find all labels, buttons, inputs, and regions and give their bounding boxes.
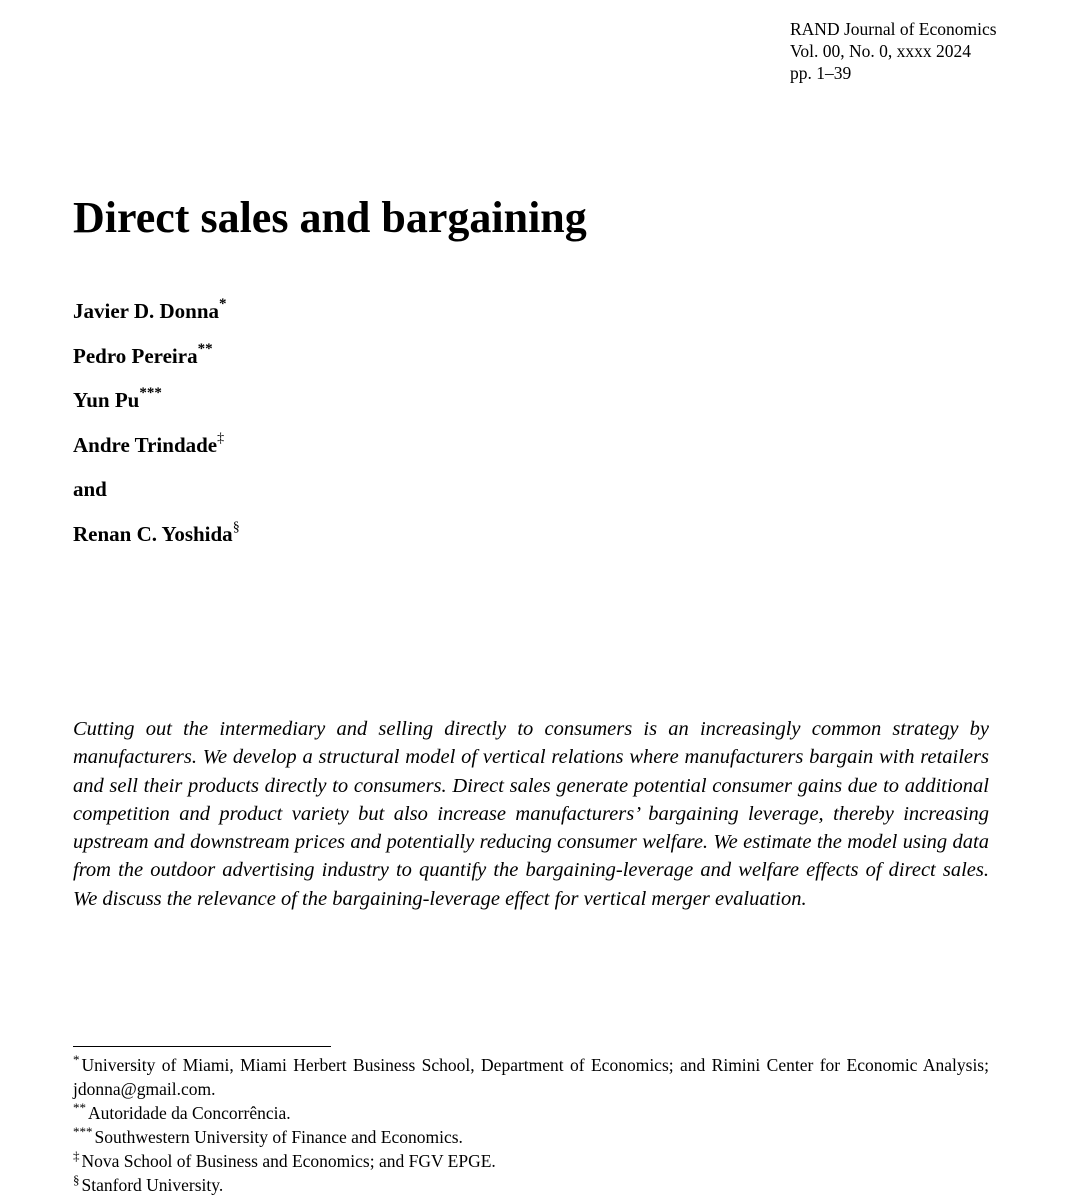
journal-pages: pp. 1–39 [790, 63, 852, 83]
author-name: Renan C. Yoshida [73, 521, 233, 546]
journal-volume: Vol. 00, No. 0, xxxx 2024 [790, 41, 972, 61]
author-affiliation-mark: ** [197, 340, 213, 357]
author-name: Pedro Pereira [73, 343, 198, 368]
footnote-mark: *** [73, 1124, 93, 1140]
footnote-item [73, 1101, 989, 1125]
author-conjunction-text: and [73, 477, 107, 501]
journal-header [790, 18, 997, 84]
author-name: Javier D. Donna [73, 299, 220, 323]
footnote-text: Southwestern University of Finance and Economics. [94, 1127, 463, 1147]
footnote-item [73, 1125, 989, 1149]
author-affiliation-mark: § [232, 519, 240, 535]
author-affiliation-mark: *** [139, 385, 162, 401]
footnote-divider [73, 1046, 331, 1047]
footnote-text: University of Miami, Miami Herbert Business School, Department of Economics; and Rimini Center for Economic Analysis; jdonna@gmail.com. [73, 1055, 989, 1099]
footnote-mark: § [73, 1172, 80, 1188]
author-item [73, 384, 240, 429]
footnote-item [73, 1173, 989, 1197]
author-affiliation-mark: * [219, 296, 227, 312]
paper-title: Direct sales and bargaining [73, 193, 587, 242]
author-list [73, 295, 240, 562]
author-item [73, 295, 240, 340]
author-name: Andre Trindade [73, 432, 218, 457]
footnote-mark: ** [73, 1100, 86, 1116]
footnote-text: Autoridade da Concorrência. [88, 1103, 291, 1123]
footnote-text: Stanford University. [81, 1175, 224, 1195]
author-affiliation-mark: ‡ [217, 430, 225, 446]
footnote-item [73, 1053, 989, 1101]
author-conjunction [73, 473, 240, 518]
journal-name: RAND Journal of Economics [790, 19, 997, 39]
footnote-mark: * [73, 1052, 80, 1068]
footnote-item [73, 1149, 989, 1173]
footnote-text: Nova School of Business and Economics; and FGV EPGE. [81, 1151, 496, 1171]
author-item [73, 429, 240, 474]
author-name: Yun Pu [73, 388, 140, 412]
footnotes [73, 1053, 989, 1197]
abstract: Cutting out the intermediary and selling directly to consumers is an increasingly common strategy by manufacturers. We develop a structural model of vertical relations where manufacturers bargain with retailers and sell their products directly to consumers. Direct sales generate potential consumer gains due to additional competition and product variety but also increase manufacturers’ bargaining leverage, thereby increasing upstream and downstream prices and potentially reducing consumer welfare. We estimate the model using data from the outdoor advertising industry to quantify the bargaining-leverage and welfare effects of direct sales. We discuss the relevance of the bargaining-leverage effect for vertical merger evaluation. [73, 718, 989, 910]
author-item [73, 340, 240, 385]
footnote-mark: ‡ [73, 1148, 80, 1164]
author-item [73, 518, 240, 563]
